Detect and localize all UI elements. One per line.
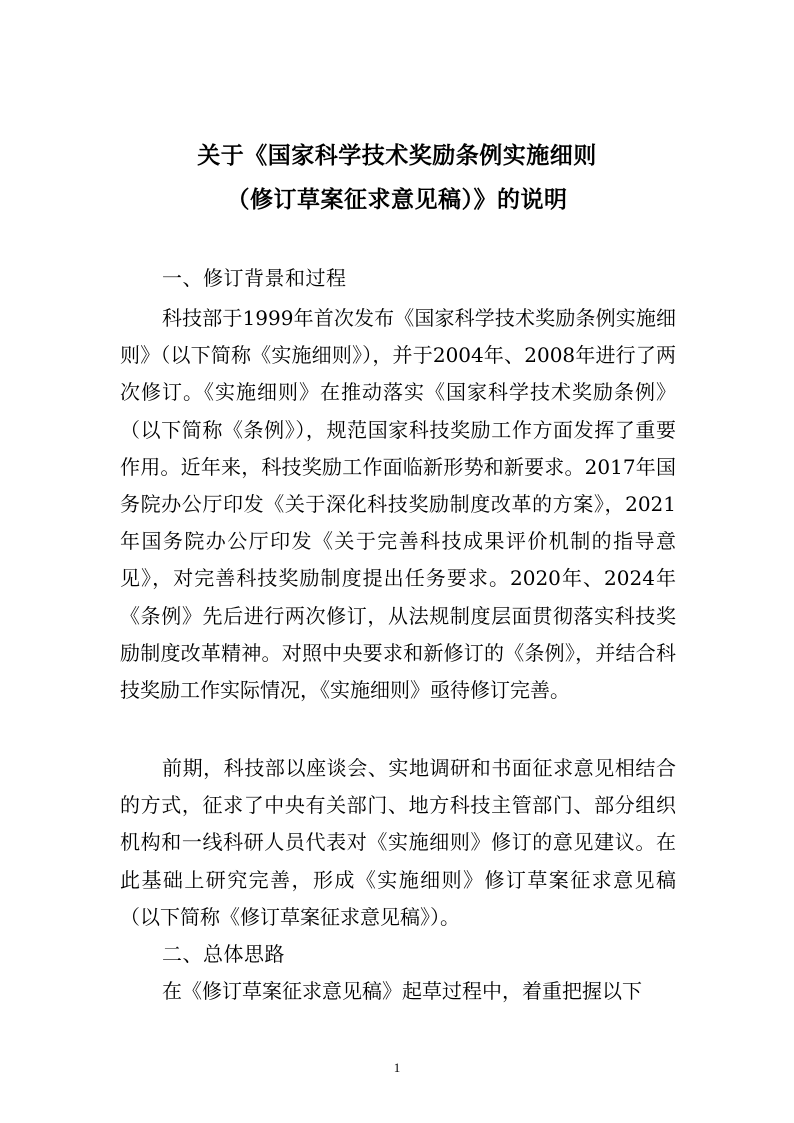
- paragraph-overall-approach: 在《修订草案征求意见稿》起草过程中，着重把握以下: [162, 979, 642, 1003]
- document-title-line-1: 关于《国家科学技术奖励条例实施细则: [197, 143, 597, 169]
- paragraph-background: 科技部于1999年首次发布《国家科学技术奖励条例实施细则》（以下简称《实施细则》），并于2004年、2008年进行了两次修订。《实施细则》在推动落实《国家科学技术奖励条例》（以下简称《条例》），规范国家科技奖励工作方面发挥了重要作用。近年来，科技奖励工作面临新形势和新要求。2017年国务院办公厅印发《关于深化科技奖励制度改革的方案》，2021年国务院办公厅印发《关于完善科技成果评价机制的指导意见》，对完善科技奖励制度提出任务要求。2020年、2024年《条例》先后进行两次修订，从法规制度层面贯彻落实科技奖励制度改革精神。对照中央要求和新修订的《条例》，并结合科技奖励工作实际情况，《实施细则》亟待修订完善。: [120, 306, 676, 703]
- document-title-line-2: （修订草案征求意见稿）》的说明: [226, 187, 568, 213]
- section-heading-background: 一、修订背景和过程: [162, 266, 347, 290]
- paragraph-consultation: 前期，科技部以座谈会、实地调研和书面征求意见相结合的方式，征求了中央有关部门、地方科技主管部门、部分组织机构和一线科研人员代表对《实施细则》修订的意见建议。在此基础上研究完善，形成《实施细则》修订草案征求意见稿（以下简称《修订草案征求意见稿》）。: [120, 756, 676, 929]
- section-heading-overall-approach: 二、总体思路: [162, 942, 285, 966]
- page-number: 1: [393, 1060, 401, 1075]
